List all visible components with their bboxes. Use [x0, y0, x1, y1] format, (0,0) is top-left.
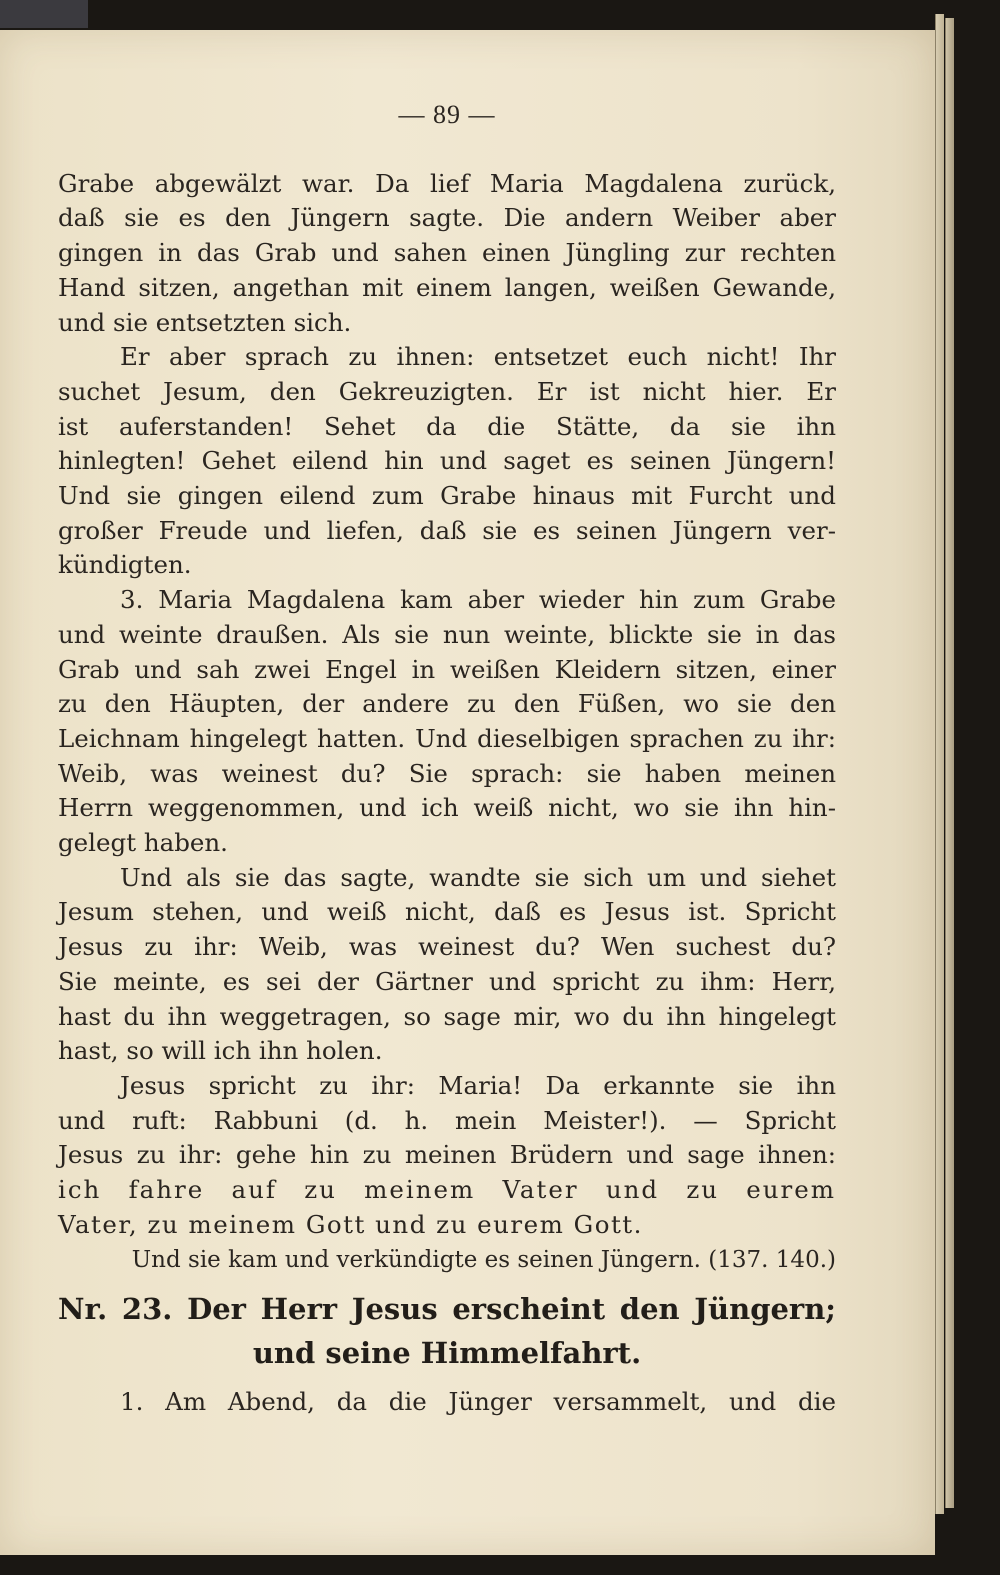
text-line: Und sie kam und verkündigte es seinen Jüngern. (137. 140.) — [131, 1246, 836, 1273]
page-text — [58, 98, 836, 1420]
text-line: zu den Häupten, der andere zu den Füßen, wo sie den — [58, 689, 836, 719]
text-line: und ruft: Rabbuni (d. h. mein Meister!). — Spricht — [58, 1105, 836, 1135]
section-heading — [58, 1287, 836, 1375]
text-line: Jesus spricht zu ihr: Maria! Da erkannte sie ihn — [120, 1070, 836, 1100]
text-line: hast du ihn weggetragen, so sage mir, wo du ihn hingelegt — [58, 1001, 836, 1031]
page-edge — [945, 18, 954, 1508]
text-line: Und sie gingen eilend zum Grabe hinaus mit Furcht und — [58, 481, 836, 511]
page-edge — [935, 14, 944, 1514]
text-line: Sie meinte, es sei der Gärtner und spricht zu ihm: Herr, — [58, 966, 836, 996]
text-line: und weinte draußen. Als sie nun weinte, blickte sie in das — [58, 619, 836, 649]
text-line: und sie entsetzten sich. — [58, 307, 352, 337]
text-line: Hand sitzen, angethan mit einem langen, weißen Gewande, — [58, 272, 836, 302]
text-line: Und als sie das sagte, wandte sie sich um und siehet — [120, 862, 836, 892]
text-line: hinlegten! Gehet eilend hin und saget es seinen Jüngern! — [58, 446, 836, 476]
section-heading-line: und seine Himmelfahrt. — [252, 1336, 642, 1371]
text-line: 1. Am Abend, da die Jünger versammelt, und die — [120, 1387, 836, 1417]
section-heading-line: Nr. 23. Der Herr Jesus erscheint den Jüngern; — [58, 1292, 836, 1327]
text-line: daß sie es den Jüngern sagte. Die andern Weiber aber — [58, 203, 836, 233]
text-line: Grab und sah zwei Engel in weißen Kleidern sitzen, einer — [58, 654, 836, 684]
text-line: hast, so will ich ihn holen. — [58, 1036, 383, 1066]
text-line: Jesum stehen, und weiß nicht, daß es Jesus ist. Spricht — [58, 897, 836, 927]
binding-tab — [0, 0, 88, 28]
text-line: Vater, zu meinem Gott und zu eurem Gott. — [58, 1209, 643, 1239]
text-line: suchet Jesum, den Gekreuzigten. Er ist nicht hier. Er — [58, 376, 836, 406]
text-line: Leichnam hingelegt hatten. Und dieselbigen sprachen zu ihr: — [58, 723, 836, 753]
book-page — [0, 30, 935, 1555]
text-line: großer Freude und liefen, daß sie es seinen Jüngern ver- — [58, 515, 836, 545]
text-line: Grabe abgewälzt war. Da lief Maria Magdalena zurück, — [58, 168, 836, 198]
text-line: ich fahre auf zu meinem Vater und zu eurem — [58, 1175, 836, 1205]
page-number: — 89 — — [398, 100, 496, 129]
text-line: gelegt haben. — [58, 828, 228, 858]
text-line: ist auferstanden! Sehet da die Stätte, da sie ihn — [58, 411, 836, 441]
text-line: gingen in das Grab und sahen einen Jüngling zur rechten — [58, 238, 836, 268]
text-line: Herrn weggenommen, und ich weiß nicht, wo sie ihn hin- — [58, 793, 836, 823]
text-line: Jesus zu ihr: Weib, was weinest du? Wen suchest du? — [58, 932, 836, 962]
text-line: Er aber sprach zu ihnen: entsetzet euch nicht! Ihr — [120, 342, 836, 372]
text-line: Weib, was weinest du? Sie sprach: sie haben meinen — [58, 758, 836, 788]
text-line: Jesus zu ihr: gehe hin zu meinen Brüdern und sage ihnen: — [58, 1140, 836, 1170]
text-line: 3. Maria Magdalena kam aber wieder hin zum Grabe — [120, 585, 836, 615]
text-line: kündigten. — [58, 550, 192, 580]
